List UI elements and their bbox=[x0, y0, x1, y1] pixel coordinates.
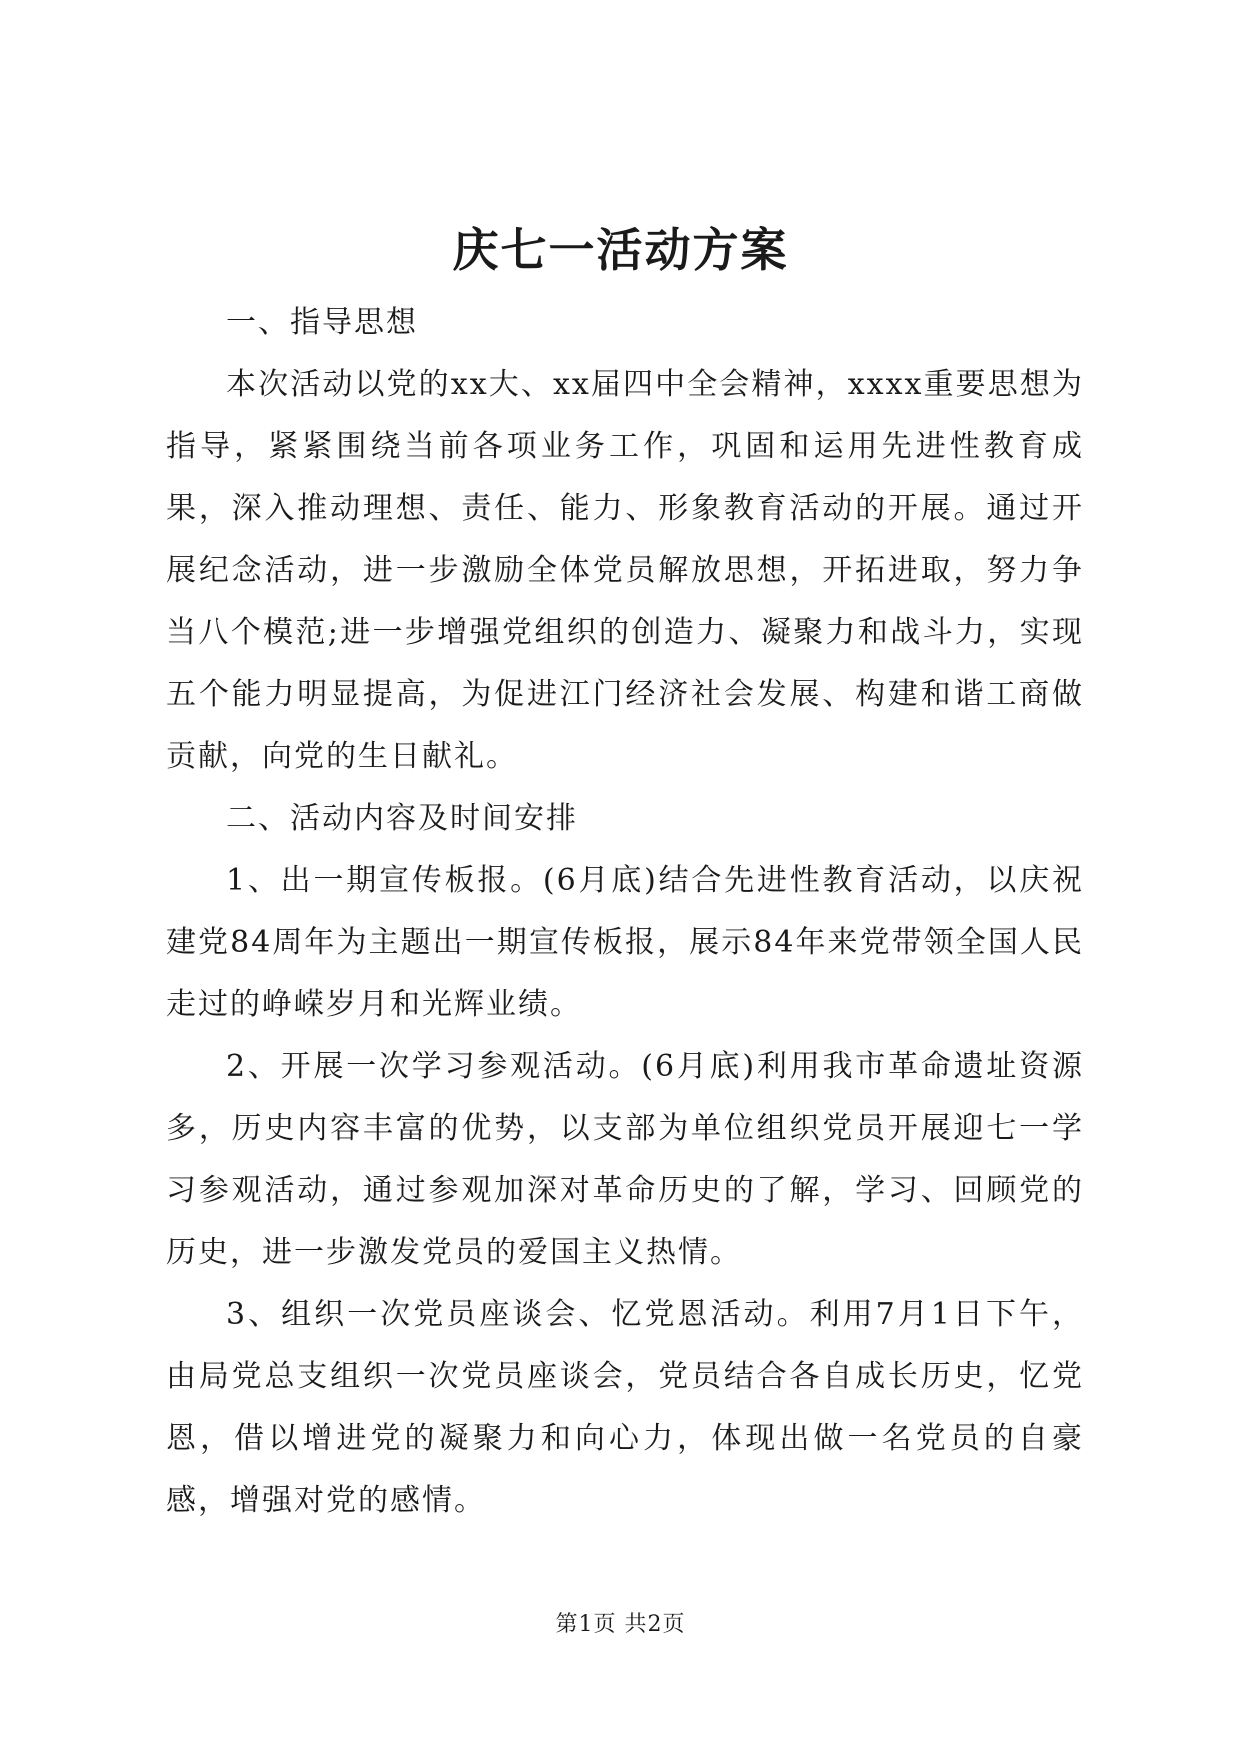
paragraph-activity-1: 1、出一期宣传板报。(6月底)结合先进性教育活动，以庆祝建党84周年为主题出一期宣传板报，展示84年来党带领全国人民走过的峥嵘岁月和光辉业绩。 bbox=[166, 863, 1084, 1022]
paragraph-activity-3: 3、组织一次党员座谈会、忆党恩活动。利用7月1日下午，由局党总支组织一次党员座谈会，党员结合各自成长历史，忆党恩，借以增进党的凝聚力和向心力，体现出做一名党员的自豪感，增强对党的感情。 bbox=[166, 1297, 1084, 1518]
paragraph-activity-2: 2、开展一次学习参观活动。(6月底)利用我市革命遗址资源多，历史内容丰富的优势，以支部为单位组织党员开展迎七一学习参观活动，通过参观加深对革命历史的了解，学习、回顾党的历史，进一步激发党员的爱国主义热情。 bbox=[166, 1049, 1084, 1270]
document-body bbox=[166, 292, 1084, 1532]
paragraph-guiding-ideology: 本次活动以党的xx大、xx届四中全会精神，xxxx重要思想为指导，紧紧围绕当前各项业务工作，巩固和运用先进性教育成果，深入推动理想、责任、能力、形象教育活动的开展。通过开展纪念活动，进一步激励全体党员解放思想，开拓进取，努力争当八个模范;进一步增强党组织的创造力、凝聚力和战斗力，实现五个能力明显提高，为促进江门经济社会发展、构建和谐工商做贡献，向党的生日献礼。 bbox=[166, 367, 1084, 774]
section-heading-activities: 二、活动内容及时间安排 bbox=[226, 801, 578, 836]
section-heading-guiding-ideology: 一、指导思想 bbox=[226, 305, 418, 340]
document-title: 庆七一活动方案 bbox=[452, 223, 789, 277]
page-number-footer: 第1页 共2页 bbox=[555, 1612, 686, 1637]
